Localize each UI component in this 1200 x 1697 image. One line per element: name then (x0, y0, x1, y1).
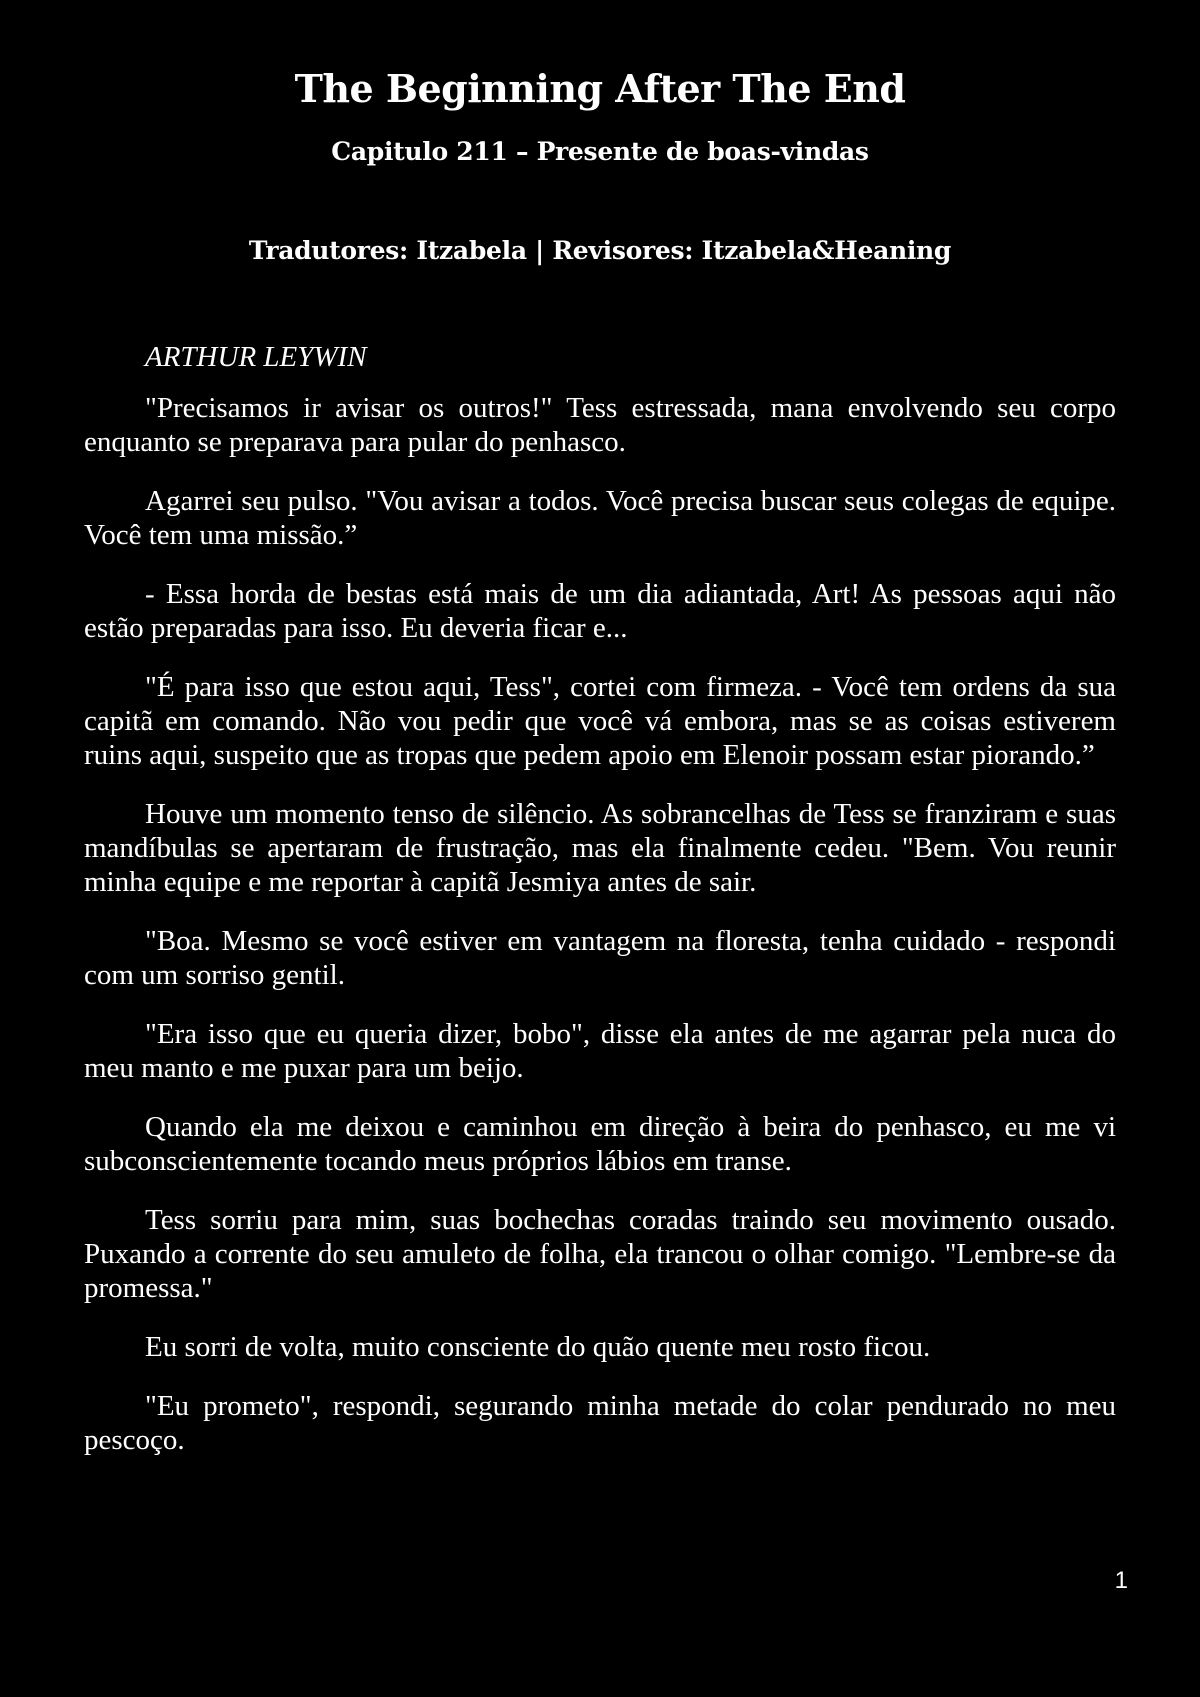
paragraph: Tess sorriu para mim, suas bochechas coradas traindo seu movimento ousado. Puxando a corrente do seu amuleto de folha, ela trancou o olhar comigo. "Lembre-se da promessa." (84, 1204, 1116, 1304)
paragraph: "Precisamos ir avisar os outros!" Tess estressada, mana envolvendo seu corpo enquanto se preparava para pular do penhasco. (84, 392, 1116, 458)
chapter-title: Capitulo 211 – Presente de boas-vindas (331, 137, 869, 166)
paragraph: "É para isso que estou aqui, Tess", cortei com firmeza. - Você tem ordens da sua capitã em comando. Não vou pedir que você vá embora, mas se as coisas estiverem ruins aqui, suspeito que as tropas que pedem apoio em Elenoir possam estar piorando.” (84, 671, 1116, 771)
paragraph: Agarrei seu pulso. "Vou avisar a todos. Você precisa buscar seus colegas de equipe. Você tem uma missão.” (84, 485, 1116, 551)
paragraph: Quando ela me deixou e caminhou em direção à beira do penhasco, eu me vi subconscientemente tocando meus próprios lábios em transe. (84, 1111, 1116, 1177)
book-title: The Beginning After The End (294, 66, 906, 111)
paragraph: "Era isso que eu queria dizer, bobo", disse ela antes de me agarrar pela nuca do meu manto e me puxar para um beijo. (84, 1018, 1116, 1084)
pov-heading: ARTHUR LEYWIN (145, 341, 367, 373)
chapter-body (84, 340, 1116, 1482)
paragraph: Houve um momento tenso de silêncio. As sobrancelhas de Tess se franziram e suas mandíbulas se apertaram de frustração, mas ela finalmente cedeu. "Bem. Vou reunir minha equipe e me reportar à capitã Jesmiya antes de sair. (84, 798, 1116, 898)
paragraph: Eu sorri de volta, muito consciente do quão quente meu rosto ficou. (145, 1331, 931, 1363)
page-number: 1 (1114, 1567, 1128, 1594)
paragraph: "Eu prometo", respondi, segurando minha metade do colar pendurado no meu pescoço. (84, 1390, 1116, 1456)
translator-credits: Tradutores: Itzabela | Revisores: Itzabela&Heaning (248, 236, 952, 265)
paragraph: - Essa horda de bestas está mais de um dia adiantada, Art! As pessoas aqui não estão preparadas para isso. Eu deveria ficar e... (84, 578, 1116, 644)
paragraph: "Boa. Mesmo se você estiver em vantagem na floresta, tenha cuidado - respondi com um sorriso gentil. (84, 925, 1116, 991)
